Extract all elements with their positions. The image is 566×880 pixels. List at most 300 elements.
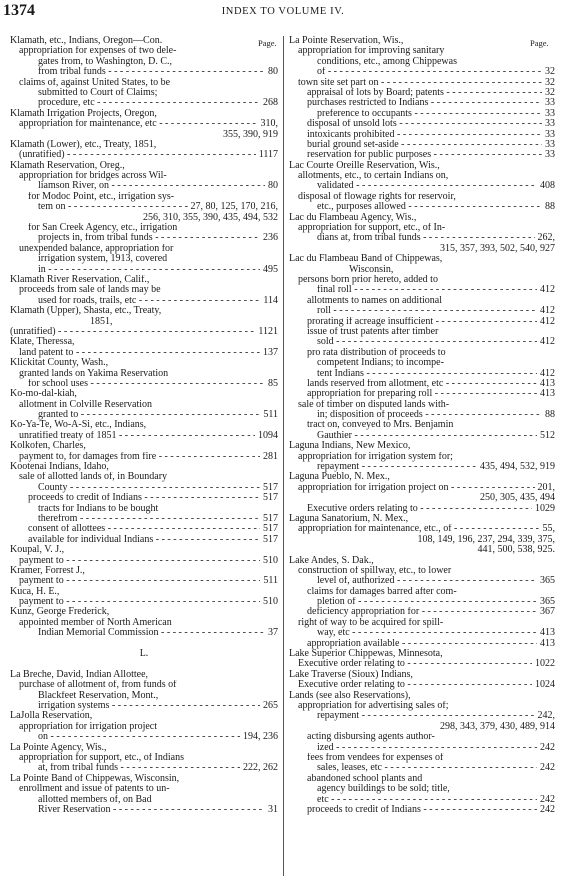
entry-text: submitted to Court of Claims; bbox=[38, 87, 158, 98]
index-entry bbox=[289, 732, 555, 742]
index-entry bbox=[289, 192, 555, 202]
index-entry bbox=[289, 639, 555, 649]
entry-text: abandoned school plants and bbox=[307, 773, 423, 784]
entry-text: (unratified) - - - bbox=[10, 327, 278, 337]
index-entry bbox=[289, 535, 555, 545]
entry-text: Klamath Reservation, Oreg., bbox=[10, 160, 125, 171]
entry-text: Blackfeet Reservation, Mont., bbox=[38, 690, 159, 701]
page-reference: 281 bbox=[260, 452, 278, 462]
index-entry bbox=[10, 223, 278, 233]
entry-text: Klate, Theressa, bbox=[10, 337, 75, 348]
entry-text: appropriation for improving sanitary bbox=[298, 46, 445, 57]
entry-text: claims for damages barred after com- bbox=[307, 586, 457, 597]
entry-text: reservation for public purposes - - - bbox=[289, 150, 555, 160]
index-entry bbox=[10, 296, 278, 306]
index-entry bbox=[289, 389, 555, 399]
index-entry bbox=[289, 441, 555, 451]
entry-text: Klamath (Lower), etc., Treaty, 1851, bbox=[10, 139, 157, 150]
entry-text: allotments to names on additional bbox=[307, 295, 442, 306]
page-reference: 222, 262 bbox=[240, 763, 278, 773]
index-entry bbox=[289, 701, 555, 711]
index-entry bbox=[10, 119, 278, 129]
entry-text: Kramer, Forrest J., bbox=[10, 565, 85, 576]
index-entry bbox=[289, 223, 555, 233]
index-entry bbox=[289, 472, 555, 482]
index-entry bbox=[10, 213, 278, 223]
entry-text: construction of spillway, etc., to lower bbox=[298, 565, 452, 576]
page-reference: 262, bbox=[535, 233, 556, 243]
index-entry bbox=[289, 265, 555, 275]
index-entry bbox=[289, 545, 555, 555]
index-entry bbox=[289, 140, 555, 150]
index-entry bbox=[289, 504, 555, 514]
spacer bbox=[10, 659, 278, 669]
index-entry bbox=[289, 670, 555, 680]
entry-text: Lands (see also Reservations), bbox=[289, 690, 411, 701]
index-entry bbox=[10, 202, 278, 212]
index-entry bbox=[10, 784, 278, 794]
index-column-right bbox=[289, 36, 555, 815]
page-reference: 88 bbox=[542, 410, 555, 420]
page-reference: 1121 bbox=[255, 327, 278, 337]
index-entry bbox=[289, 317, 555, 327]
page-title: INDEX TO VOLUME IV. bbox=[221, 6, 345, 17]
index-entry bbox=[10, 317, 278, 327]
entry-text: for school uses - - - bbox=[10, 379, 278, 389]
entry-text: Klamath, etc., Indians, Oregon—Con. bbox=[10, 36, 163, 46]
page-reference: 365 bbox=[537, 576, 555, 586]
index-entry bbox=[10, 462, 278, 472]
index-entry bbox=[289, 524, 555, 534]
index-entry bbox=[289, 618, 555, 628]
entry-text: deficiency appropriation for - - - bbox=[289, 607, 555, 617]
entry-text: Lake Traverse (Sioux) Indians, bbox=[289, 669, 413, 680]
index-entry bbox=[10, 805, 278, 815]
entry-text: way, etc - - - bbox=[289, 628, 555, 638]
entry-text: intoxicants prohibited - - - bbox=[289, 130, 555, 140]
page-reference: 31 bbox=[265, 805, 278, 815]
page-reference: 412 bbox=[537, 337, 555, 347]
index-entry bbox=[289, 78, 555, 88]
column-divider bbox=[283, 36, 284, 876]
entry-text: Laguna Indians, New Mexico, bbox=[289, 441, 411, 452]
entry-text: payment to, for damages from fire - - - bbox=[10, 452, 278, 462]
entry-text: disposal of flowage rights for reservoir, bbox=[298, 191, 456, 202]
page-reference: 413 bbox=[537, 628, 555, 638]
entry-text: payment to - - - bbox=[10, 556, 278, 566]
entry-text: appropriation for irrigation project bbox=[19, 721, 158, 732]
page-reference: 236 bbox=[260, 233, 278, 243]
index-entry bbox=[289, 369, 555, 379]
index-entry bbox=[289, 88, 555, 98]
index-entry bbox=[10, 535, 278, 545]
index-entry bbox=[289, 46, 555, 56]
page-reference: 85 bbox=[265, 379, 278, 389]
page-reference: 413 bbox=[537, 389, 555, 399]
index-entry bbox=[10, 275, 278, 285]
entry-text: River Reservation - - - bbox=[10, 805, 278, 815]
entry-text: Executive orders relating to - - - bbox=[289, 504, 555, 514]
entry-text: County - - - bbox=[10, 483, 278, 493]
entry-text: sale of timber on disputed lands with- bbox=[298, 399, 450, 410]
page-reference: 413 bbox=[537, 379, 555, 389]
entry-text: available for individual Indians - - - bbox=[10, 535, 278, 545]
entry-text: etc - - - bbox=[289, 795, 555, 805]
index-entry bbox=[10, 545, 278, 555]
entry-text: appropriation for advertising sales of; bbox=[298, 701, 449, 711]
index-entry bbox=[289, 358, 555, 368]
index-entry bbox=[289, 743, 555, 753]
index-entry bbox=[10, 192, 278, 202]
entry-text: Klamath River Reservation, Calif., bbox=[10, 274, 150, 285]
entry-text: irrigation systems - - - bbox=[10, 701, 278, 711]
index-entry bbox=[289, 587, 555, 597]
page-reference: 412 bbox=[537, 306, 555, 316]
index-column-left bbox=[10, 36, 278, 815]
index-entry bbox=[10, 420, 278, 430]
entry-text: Kuca, H. E., bbox=[10, 586, 60, 597]
index-entry bbox=[289, 109, 555, 119]
index-entry bbox=[289, 691, 555, 701]
page-reference: 517 bbox=[260, 524, 278, 534]
index-entry bbox=[10, 722, 278, 732]
index-entry bbox=[10, 607, 278, 617]
index-entry bbox=[289, 431, 555, 441]
index-entry bbox=[10, 701, 278, 711]
entry-text: unexpended balance, appropriation for bbox=[19, 243, 174, 254]
index-entry bbox=[289, 98, 555, 108]
index-entry bbox=[289, 348, 555, 358]
entry-text: payment to - - - bbox=[10, 576, 278, 586]
page-reference: 517 bbox=[260, 493, 278, 503]
page-reference: 315, 357, 393, 502, 540, 927 bbox=[437, 244, 555, 254]
index-entry bbox=[289, 763, 555, 773]
index-entry bbox=[10, 410, 278, 420]
index-entry bbox=[10, 452, 278, 462]
index-entry bbox=[10, 150, 278, 160]
entry-text: irrigation system, 1913, covered bbox=[38, 254, 168, 265]
index-entry bbox=[10, 483, 278, 493]
index-entry bbox=[10, 732, 278, 742]
index-entry bbox=[289, 150, 555, 160]
entry-text: appropriation for irrigation project on - - - bbox=[289, 483, 555, 493]
page-reference: 32 bbox=[542, 67, 555, 77]
index-entry bbox=[10, 57, 278, 67]
entry-text: repayment - - - bbox=[289, 462, 555, 472]
index-entry bbox=[289, 711, 555, 721]
index-entry bbox=[289, 57, 555, 67]
page-reference: 1029 bbox=[532, 504, 555, 514]
entry-text: dians at, from tribal funds - - - bbox=[289, 233, 555, 243]
index-entry bbox=[289, 400, 555, 410]
index-entry bbox=[10, 795, 278, 805]
page-reference: 242, bbox=[535, 711, 556, 721]
entry-text: disposal of unsold lots - - - bbox=[289, 119, 555, 129]
page-reference: 298, 343, 379, 430, 489, 914 bbox=[437, 722, 555, 732]
page-reference: 441, 500, 538, 925. bbox=[475, 545, 556, 555]
index-entry bbox=[289, 244, 555, 254]
entry-text: etc., purposes allowed - - - bbox=[289, 202, 555, 212]
entry-text: purchases restricted to Indians - - - bbox=[289, 98, 555, 108]
entry-text: La Pointe Agency, Wis., bbox=[10, 742, 107, 753]
page-reference: 517 bbox=[260, 483, 278, 493]
index-entry bbox=[10, 265, 278, 275]
index-entry bbox=[10, 98, 278, 108]
page-reference: 242 bbox=[537, 805, 555, 815]
index-entry bbox=[10, 46, 278, 56]
index-entry bbox=[10, 597, 278, 607]
entry-text: preference to occupants - - - bbox=[289, 109, 555, 119]
entry-text: proceeds to credit of Indians - - - bbox=[10, 493, 278, 503]
index-entry bbox=[289, 275, 555, 285]
entry-text: conditions, etc., among Chippewas bbox=[317, 56, 457, 67]
page-reference: 510 bbox=[260, 556, 278, 566]
entry-text: pletion of - - - bbox=[289, 597, 555, 607]
index-entry bbox=[10, 254, 278, 264]
index-entry bbox=[10, 244, 278, 254]
entry-text: competent Indians; to incompe- bbox=[317, 358, 444, 369]
entry-text: roll - - - bbox=[289, 306, 555, 316]
page-reference: 310, bbox=[258, 119, 279, 129]
page-reference: 510 bbox=[260, 597, 278, 607]
page-reference: 114 bbox=[260, 296, 278, 306]
index-entry bbox=[10, 78, 278, 88]
page-reference: 412 bbox=[537, 317, 555, 327]
page-reference: 37 bbox=[265, 628, 278, 638]
page-reference: 33 bbox=[542, 98, 555, 108]
index-entry bbox=[10, 711, 278, 721]
entry-text: tract on, conveyed to Mrs. Benjamin bbox=[307, 420, 454, 431]
index-entry bbox=[289, 130, 555, 140]
entry-text: tent Indians - - - bbox=[289, 369, 555, 379]
entry-text: agency buildings to be sold; title, bbox=[317, 784, 450, 795]
entry-text: payment to - - - bbox=[10, 597, 278, 607]
entry-text: ized - - - bbox=[289, 743, 555, 753]
entry-text: sale of allotted lands of, in Boundary bbox=[19, 472, 168, 483]
entry-text: enrollment and issue of patents to un- bbox=[19, 784, 170, 795]
entry-text: appropriation available - - - bbox=[289, 639, 555, 649]
index-entry bbox=[10, 431, 278, 441]
index-entry bbox=[289, 285, 555, 295]
index-entry bbox=[289, 171, 555, 181]
index-entry bbox=[10, 576, 278, 586]
index-entry bbox=[289, 514, 555, 524]
entry-text: therefrom - - - bbox=[10, 514, 278, 524]
index-entry bbox=[10, 566, 278, 576]
index-entry bbox=[10, 691, 278, 701]
entry-text: Ko-Ya-Te, Wo-A-Si, etc., Indians, bbox=[10, 420, 147, 431]
page-number: 1374 bbox=[3, 2, 35, 19]
entry-text: La Breche, David, Indian Allottee, bbox=[10, 669, 149, 680]
entry-text: appropriation for irrigation system for; bbox=[298, 451, 453, 462]
entry-text: sold - - - bbox=[289, 337, 555, 347]
entry-text: procedure, etc - - - bbox=[10, 98, 278, 108]
entry-text: granted to - - - bbox=[10, 410, 278, 420]
entry-text: acting disbursing agents author- bbox=[307, 732, 435, 743]
index-entry bbox=[10, 774, 278, 784]
index-entry bbox=[289, 774, 555, 784]
page-reference: 517 bbox=[260, 514, 278, 524]
index-entry bbox=[289, 296, 555, 306]
entry-text: persons born prior hereto, added to bbox=[298, 274, 438, 285]
index-entry bbox=[289, 628, 555, 638]
page-reference: 265 bbox=[260, 701, 278, 711]
entry-text: fees from vendees for expenses of bbox=[307, 752, 444, 763]
entry-text: Koupal, V. J., bbox=[10, 545, 65, 556]
entry-text: town site set part on - - - bbox=[289, 78, 555, 88]
page-reference: 355, 390, 919 bbox=[220, 130, 278, 140]
entry-text: Lake Superior Chippewas, Minnesota, bbox=[289, 649, 443, 660]
entry-text: Kootenai Indians, Idaho, bbox=[10, 462, 109, 473]
entry-text: in - - - bbox=[10, 265, 278, 275]
page-reference: 250, 305, 435, 494 bbox=[477, 493, 555, 503]
page-reference: 256, 310, 355, 390, 435, 494, 532 bbox=[140, 213, 278, 223]
index-entry bbox=[289, 597, 555, 607]
index-entry bbox=[289, 181, 555, 191]
index-entry bbox=[289, 649, 555, 659]
entry-text: allotted members of, on Bad bbox=[38, 794, 152, 805]
index-entry bbox=[289, 784, 555, 794]
page-reference: 435, 494, 532, 919 bbox=[477, 462, 555, 472]
page-reference: 33 bbox=[542, 140, 555, 150]
page-column-label: Page. bbox=[258, 38, 277, 48]
index-entry bbox=[10, 161, 278, 171]
page-reference: 412 bbox=[537, 285, 555, 295]
page-reference: 242 bbox=[537, 743, 555, 753]
entry-text: 1851, bbox=[90, 316, 113, 327]
page-reference: 517 bbox=[260, 535, 278, 545]
index-entry bbox=[289, 462, 555, 472]
page-reference: 412 bbox=[537, 369, 555, 379]
index-entry bbox=[289, 327, 555, 337]
index-entry bbox=[289, 254, 555, 264]
page-reference: 1022 bbox=[532, 659, 555, 669]
index-entry bbox=[10, 493, 278, 503]
page-reference: 511 bbox=[260, 410, 278, 420]
entry-text: purchase of allotment of, from funds of bbox=[19, 680, 177, 691]
entry-text: level of, authorized - - - bbox=[289, 576, 555, 586]
entry-text: allotment in Colville Reservation bbox=[19, 399, 153, 410]
entry-text: allotments, etc., to certain Indians on, bbox=[298, 171, 449, 182]
index-entry bbox=[10, 140, 278, 150]
entry-text: appraisal of lots by Board; patents - - - bbox=[289, 88, 555, 98]
index-entry bbox=[10, 587, 278, 597]
page-reference: 495 bbox=[260, 265, 278, 275]
page-reference: 80 bbox=[265, 67, 278, 77]
entry-text: lands reserved from allotment, etc - - - bbox=[289, 379, 555, 389]
page-reference: 268 bbox=[260, 98, 278, 108]
page-reference: 242 bbox=[537, 795, 555, 805]
page-reference: 32 bbox=[542, 88, 555, 98]
index-entry bbox=[289, 576, 555, 586]
entry-text: land patent to - - - bbox=[10, 348, 278, 358]
entry-text: appropriation for expenses of two dele- bbox=[19, 46, 177, 57]
index-entry bbox=[289, 483, 555, 493]
entry-text: pro rata distribution of proceeds to bbox=[307, 347, 446, 358]
page-reference: 32 bbox=[542, 78, 555, 88]
entry-text: in; disposition of proceeds - - - bbox=[289, 410, 555, 420]
entry-text: claims of, against United States, to be bbox=[19, 77, 171, 88]
entry-text: proceeds to credit of Indians - - - bbox=[289, 805, 555, 815]
index-entry bbox=[289, 202, 555, 212]
entry-text: projects in, from tribal funds - - - bbox=[10, 233, 278, 243]
page-reference: 367 bbox=[537, 607, 555, 617]
entry-text: Gauthier - - - bbox=[289, 431, 555, 441]
index-entry bbox=[10, 670, 278, 680]
entry-text: appropriation for maintenance, etc - - - bbox=[10, 119, 278, 129]
entry-text: Klamath Irrigation Projects, Oregon, bbox=[10, 108, 157, 119]
index-entry bbox=[10, 524, 278, 534]
index-entry bbox=[10, 348, 278, 358]
entry-text: gates from, to Washington, D. C., bbox=[38, 56, 172, 67]
index-entry bbox=[10, 743, 278, 753]
index-entry bbox=[10, 628, 278, 638]
index-entry bbox=[10, 504, 278, 514]
entry-text: burial ground set-aside - - - bbox=[289, 140, 555, 150]
index-entry bbox=[289, 659, 555, 669]
index-entry bbox=[10, 285, 278, 295]
entry-text: granted lands on Yakima Reservation bbox=[19, 368, 169, 379]
entry-text: Laguna Sanatorium, N. Mex., bbox=[289, 513, 409, 524]
index-entry bbox=[289, 410, 555, 420]
entry-text: Executive order relating to - - - bbox=[289, 680, 555, 690]
page-reference: 33 bbox=[542, 150, 555, 160]
index-entry bbox=[289, 119, 555, 129]
entry-text: from tribal funds - - - bbox=[10, 67, 278, 77]
index-entry bbox=[10, 556, 278, 566]
page-header bbox=[3, 2, 563, 22]
index-entry bbox=[10, 379, 278, 389]
index-entry bbox=[10, 171, 278, 181]
entry-text: repayment - - - bbox=[289, 711, 555, 721]
index-entry bbox=[10, 36, 278, 46]
entry-text: Ko-mo-dal-kiah, bbox=[10, 389, 77, 400]
entry-text: Lac du Flambeau Agency, Wis., bbox=[289, 212, 417, 223]
page-reference: 108, 149, 196, 237, 294, 339, 375, bbox=[415, 535, 556, 545]
page-reference: 194, 236 bbox=[240, 732, 278, 742]
page-reference: 80 bbox=[265, 181, 278, 191]
page-reference: 55, bbox=[540, 524, 556, 534]
entry-text: La Pointe Reservation, Wis., bbox=[289, 36, 404, 46]
index-entry bbox=[289, 161, 555, 171]
index-entry bbox=[289, 722, 555, 732]
index-entry bbox=[10, 88, 278, 98]
index-entry bbox=[289, 379, 555, 389]
page-column-label: Page. bbox=[530, 38, 549, 48]
entry-text: (unratified) - - - bbox=[10, 150, 278, 160]
index-entry bbox=[10, 514, 278, 524]
page-reference: 33 bbox=[542, 119, 555, 129]
index-entry bbox=[10, 306, 278, 316]
index-entry bbox=[10, 130, 278, 140]
page-reference: 33 bbox=[542, 109, 555, 119]
index-entry bbox=[289, 213, 555, 223]
entry-text: appropriation for support, etc., of In- bbox=[298, 223, 446, 234]
entry-text: at, from tribal funds - - - bbox=[10, 763, 278, 773]
page-reference: 1117 bbox=[256, 150, 278, 160]
entry-text: on - - - bbox=[10, 732, 278, 742]
index-entry bbox=[289, 36, 555, 46]
page-reference: 1024 bbox=[532, 680, 555, 690]
entry-text: appointed member of North American bbox=[19, 617, 172, 628]
index-entry bbox=[289, 452, 555, 462]
index-entry bbox=[289, 337, 555, 347]
index-entry bbox=[289, 753, 555, 763]
index-entry bbox=[289, 566, 555, 576]
index-entry bbox=[10, 67, 278, 77]
index-entry bbox=[10, 337, 278, 347]
index-entry bbox=[10, 441, 278, 451]
